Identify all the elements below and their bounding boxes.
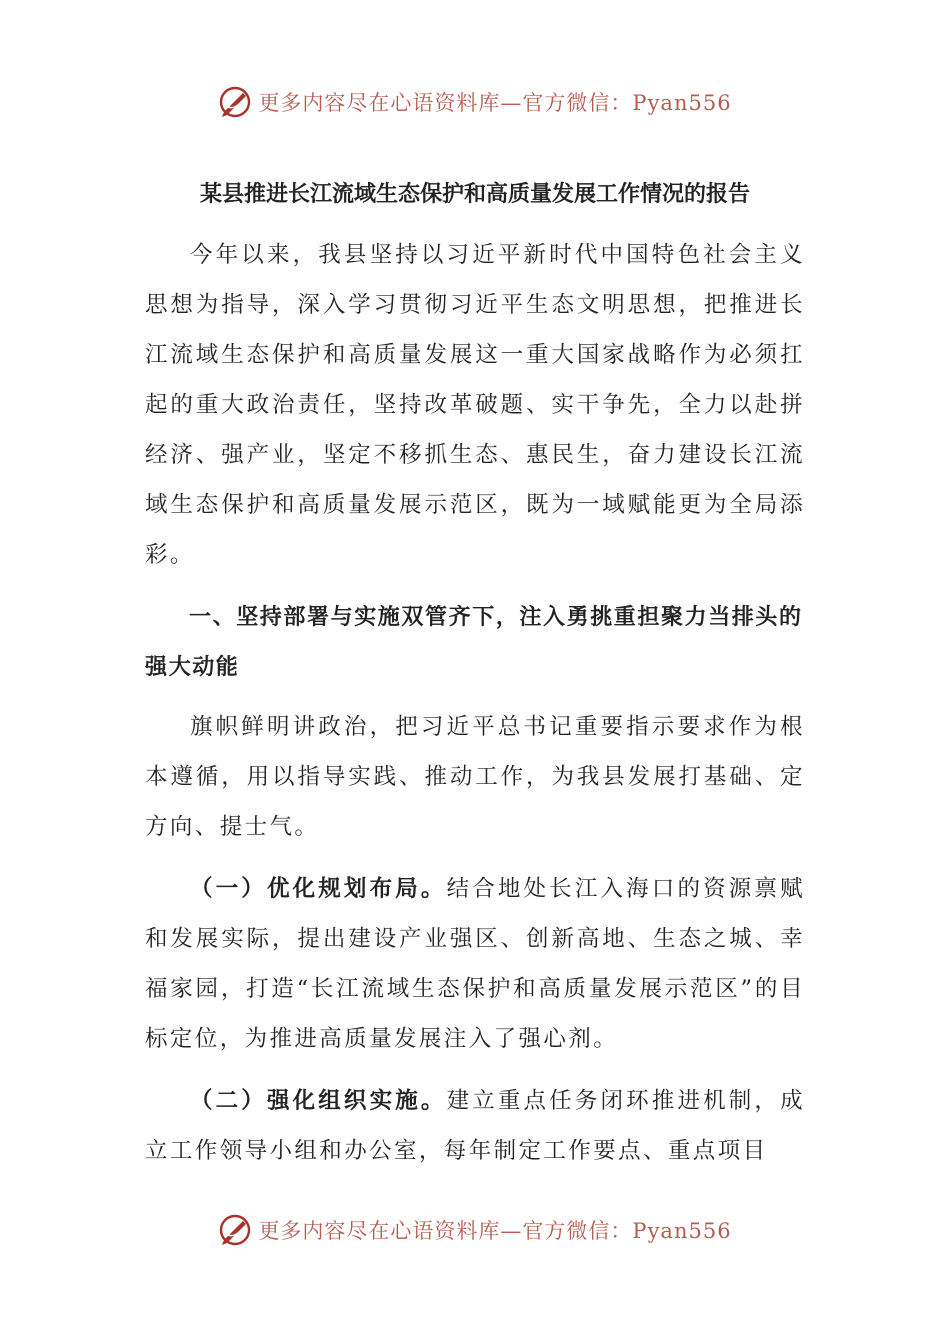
intro-paragraph: 今年以来，我县坚持以习近平新时代中国特色社会主义思想为指导，深入学习贯彻习近平生态文明思想，把推进长江流域生态保护和高质量发展这一重大国家战略作为必须扛起的重大政治责任，坚持改革破题、实干争先，全力以赴拼经济、强产业，坚定不移抓生态、惠民生，奋力建设长江流域生态保护和高质量发展示范区，既为一域赋能更为全局添彩。	[145, 242, 805, 568]
item-lead-1: （一）优化规划布局。	[190, 876, 447, 902]
item-paragraph-2	[145, 1076, 805, 1176]
footer-banner	[0, 1210, 950, 1250]
document-body	[145, 168, 805, 1176]
section-heading: 一、坚持部署与实施双管齐下，注入勇挑重担聚力当排头的强大动能	[145, 604, 803, 680]
document-title: 某县推进长江流域生态保护和高质量发展工作情况的报告	[199, 181, 750, 207]
item-paragraph-1	[145, 864, 805, 1064]
section-paragraph: 旗帜鲜明讲政治，把习近平总书记重要指示要求作为根本遵循，用以指导实践、推动工作，为我县发展打基础、定方向、提士气。	[145, 714, 805, 840]
item-text-1: 结合地处长江入海口的资源禀赋和发展实际，提出建设产业强区、创新高地、生态之城、幸福家园，打造“长江流域生态保护和高质量发展示范区”的目标定位，为推进高质量发展注入了强心剂。	[145, 876, 805, 1052]
banner-text: 更多内容尽在心语资料库—官方微信：Pyan556	[258, 91, 732, 115]
banner-text: 更多内容尽在心语资料库—官方微信：Pyan556	[258, 1219, 732, 1243]
pen-circle-logo-icon	[218, 1213, 252, 1247]
item-text-2: 建立重点任务闭环推进机制，成立工作领导小组和办公室，每年制定工作要点、重点项目	[145, 1088, 805, 1164]
item-lead-2: （二）强化组织实施。	[190, 1088, 447, 1114]
header-banner	[0, 82, 950, 122]
pen-circle-logo-icon	[218, 85, 252, 119]
